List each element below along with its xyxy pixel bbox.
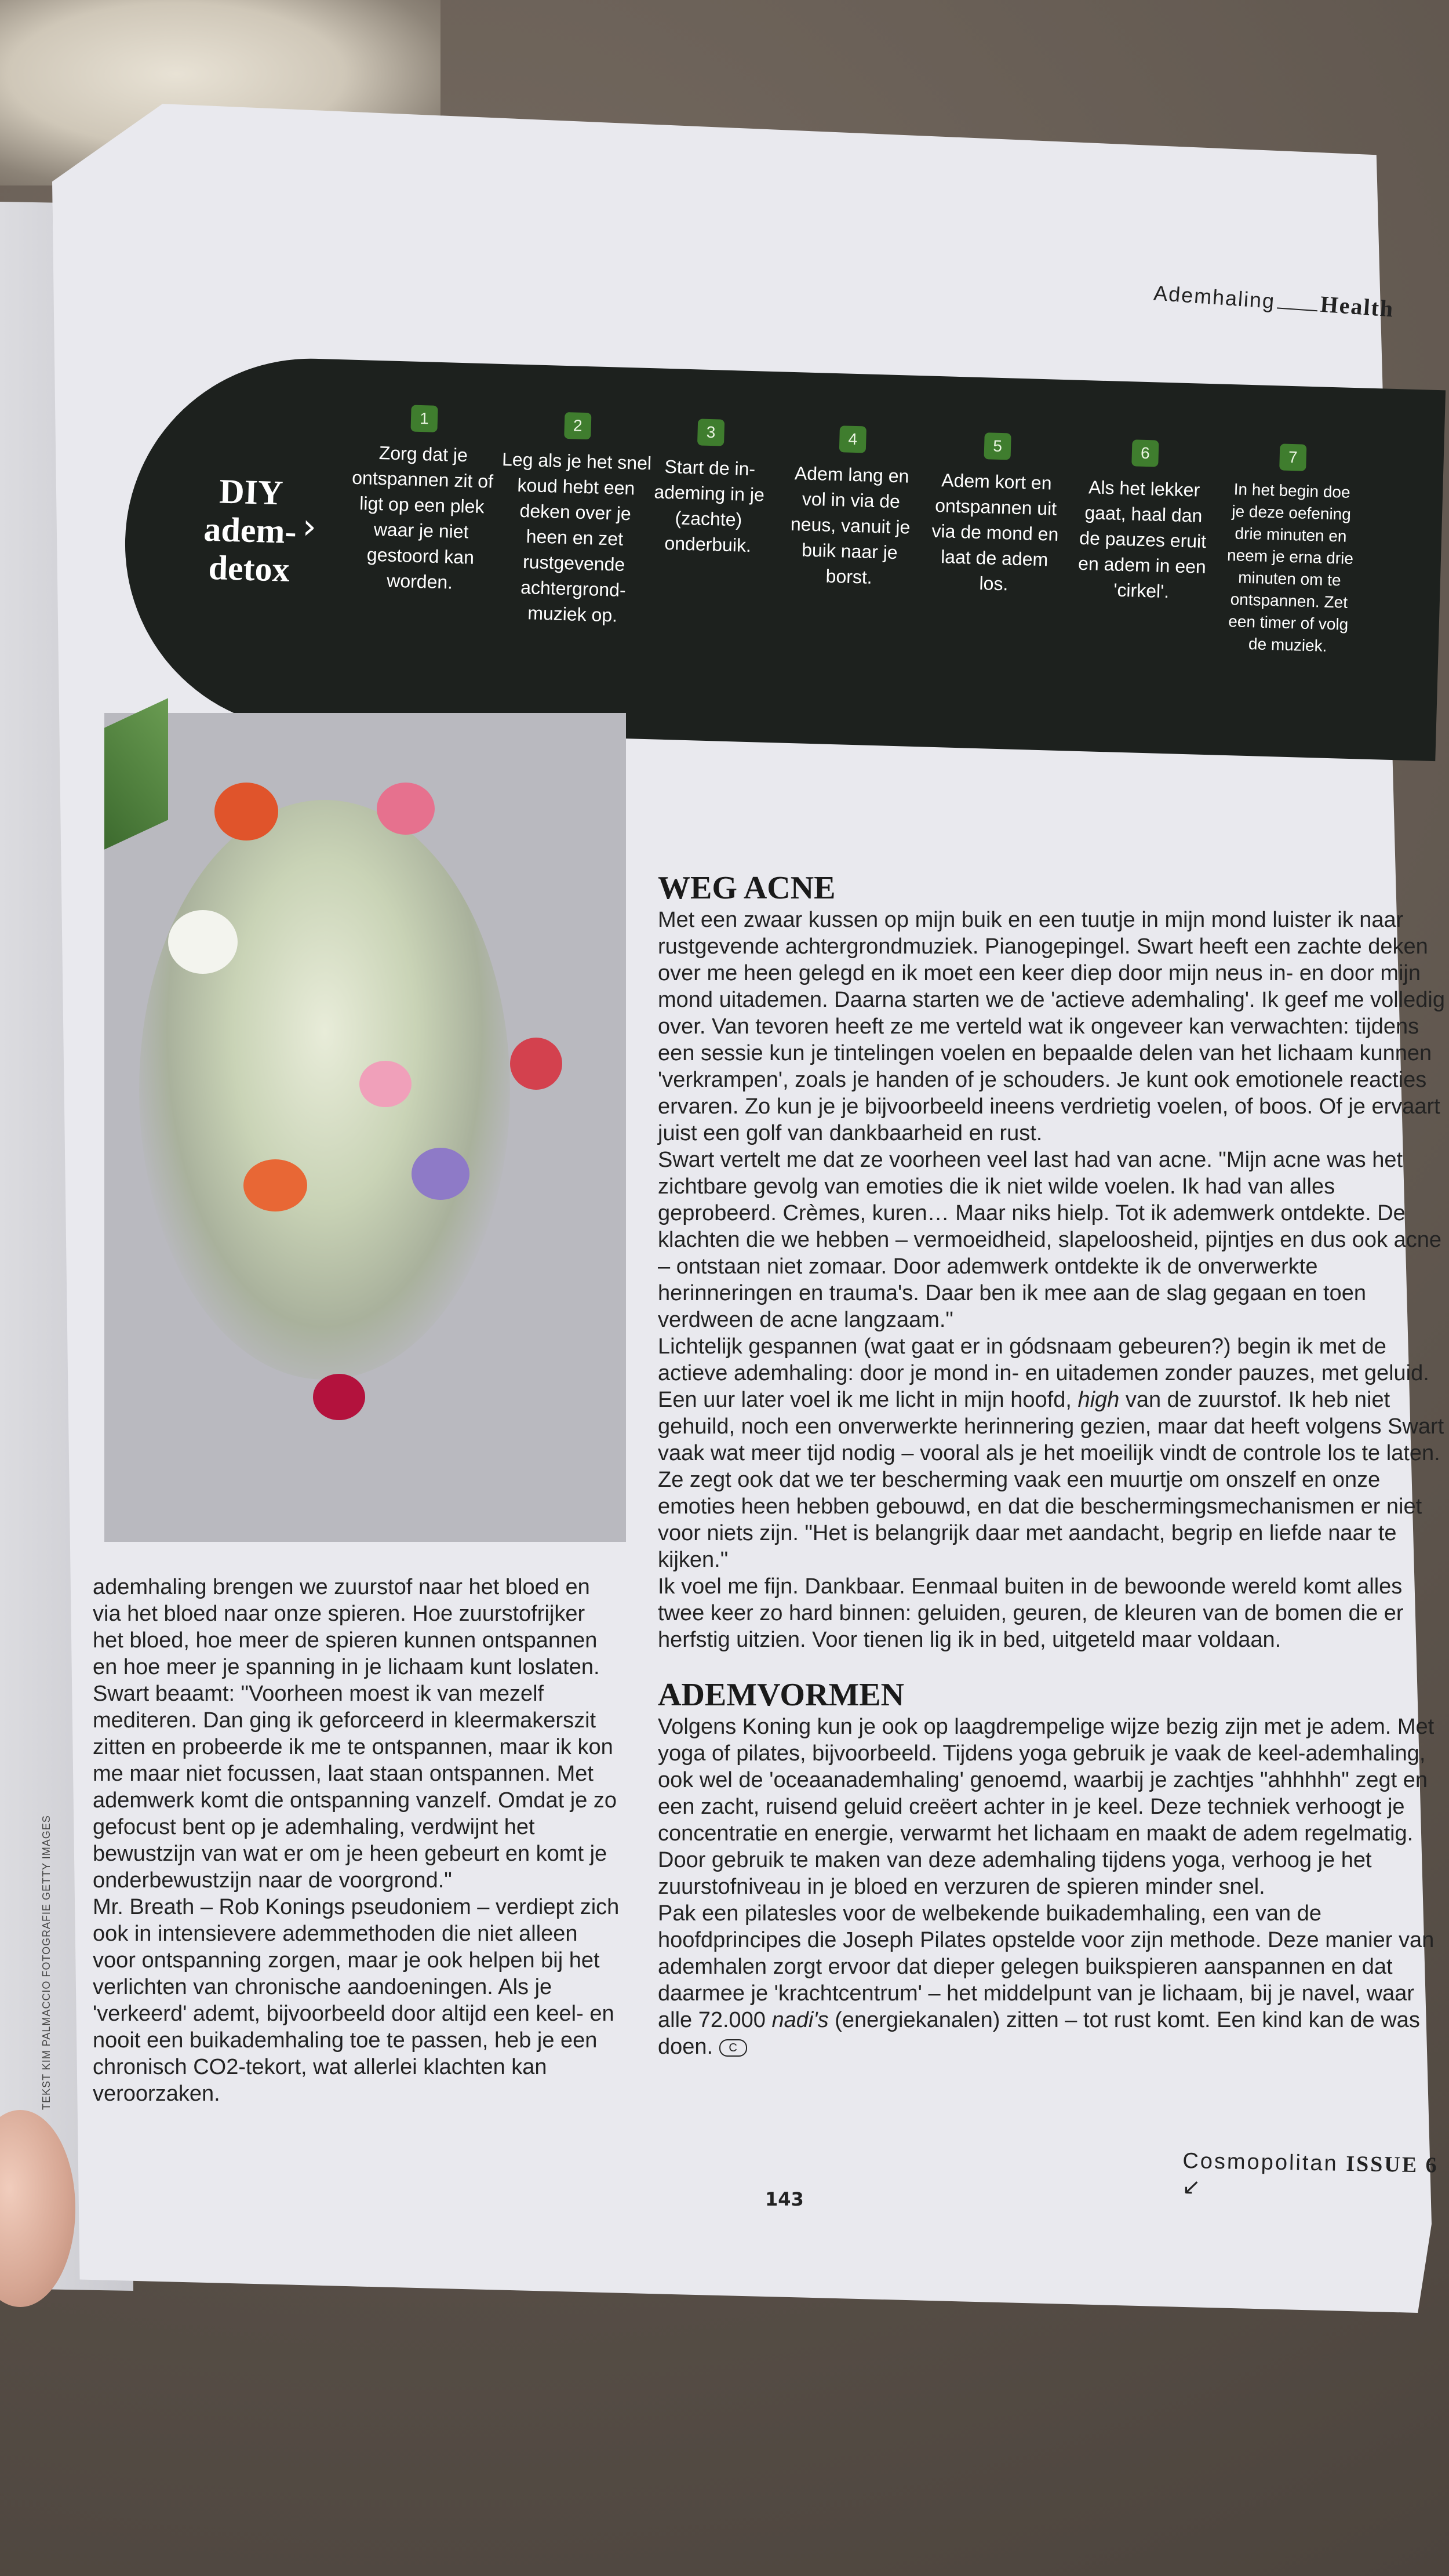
step-7 bbox=[1221, 442, 1360, 658]
photo-credit: TEKST KIM PALMACCIO FOTOGRAFIE GETTY IMAGES bbox=[41, 1815, 52, 2110]
diy-title bbox=[182, 471, 318, 590]
step-2 bbox=[494, 410, 656, 629]
body-paragraph: ademhaling brengen we zuurstof naar het bloed en via het bloed naar onze spieren. Hoe zuurstofrijker het bloed, hoe meer de spieren kunnen ontspannen en hoe meer je spanning in je lichaam kunt loslaten. Swart beaamt: "Voorheen moest ik van mezelf mediteren. Dan ging ik geforceerd in kleermakerszit zitten en probeerde ik me te ontspannen, maar ik kon me maar niet focussen, laat staan ontspannen. Met ademwerk komt die ontspanning vanzelf. Omdat je zo gefocust bent op je ademhaling, verdwijnt het bewustzijn van wat er om je heen gebeurt en komt je onderbewustzijn naar de voorgrond." bbox=[93, 1575, 617, 1893]
body-paragraph: Volgens Koning kun je ook op laagdrempelige wijze bezig zijn met je adem. Met yoga of pilates, bijvoorbeeld. Tijdens yoga gebruik je vaak de keel-ademhaling, ook wel de 'oceaanademhaling' genoemd, waarbij je zachtjes "ahhhhh" zegt en een zacht, ruisend geluid creëert achter in je keel. Deze techniek verhoogt je concentratie en energie, verwarmt het lichaam en maakt de adem regelmatig. Door gebruik te maken van deze ademhaling tijdens yoga, verhoog je het zuurstofniveau in je bloed en verzuren de spieren minder snel. bbox=[658, 1715, 1435, 1899]
diy-title-line: detox bbox=[207, 548, 290, 589]
emphasis-text: nadi's bbox=[771, 2008, 829, 2032]
step-number: 1 bbox=[410, 405, 438, 432]
body-paragraph bbox=[658, 1900, 1446, 2060]
header-section: Ademhaling bbox=[1153, 281, 1276, 314]
body-paragraph: Mr. Breath – Rob Konings pseudoniem – verdiept zich ook in intensievere ademmethoden die niet alleen voor ontspanning zorgen, maar je ook helpen bij het verlichten van chronische aandoeningen. Als je 'verkeerd' ademt, bijvoorbeeld door altijd een keel- en nooit een buikademhaling toe te passen, heb je een chronisch CO2-tekort, wat allerlei klachten kan veroorzaken. bbox=[93, 1895, 620, 2106]
arrow-icon: ↙ bbox=[1182, 2174, 1203, 2200]
section-heading: WEG ACNE bbox=[658, 870, 836, 906]
emphasis-text: high bbox=[1077, 1388, 1120, 1412]
step-5 bbox=[927, 431, 1065, 598]
step-text: Leg als je het snel koud hebt een deken over je heen en zet rustgevende achtergrond-muziek op. bbox=[501, 448, 652, 626]
diy-title-line: DIY bbox=[219, 472, 284, 512]
red-flower bbox=[510, 1038, 562, 1090]
step-number: 3 bbox=[697, 419, 724, 446]
body-paragraph bbox=[658, 1333, 1446, 1573]
chevron-right-icon: › bbox=[301, 506, 317, 548]
issue-label: ISSUE 6 bbox=[1345, 2151, 1439, 2178]
poppy-flower bbox=[214, 783, 278, 841]
step-text: Adem kort en ontspannen uit via de mond en laat de adem los. bbox=[931, 470, 1059, 595]
step-4 bbox=[779, 424, 923, 592]
right-column bbox=[658, 869, 1446, 2060]
step-number: 4 bbox=[839, 425, 867, 453]
step-text: Als het lekker gaat, haal dan de pauzes eruit en adem in een 'cirkel'. bbox=[1077, 476, 1207, 602]
header-category: Health bbox=[1319, 290, 1395, 322]
body-paragraph: Swart vertelt me dat ze voorheen veel last had van acne. "Mijn acne was het zichtbare gevolg van emoties die ik niet wilde voelen. Ik had van alles geprobeerd. Crèmes, kuren… Maar niks hielp. Tot ik ademwerk ontdekte. De klachten die we hebben – vermoeidheid, slapeloosheid, pijntjes en dus ook acne – ontstaan niet zomaar. Door ademwerk ontdekte ik de onverwerkte herinneringen en trauma's. Daar ben ik mee aan de slag gegaan en toen verdween de acne langzaam." bbox=[658, 1148, 1442, 1332]
red-flower bbox=[313, 1374, 365, 1420]
orange-flower bbox=[243, 1159, 307, 1211]
step-number: 2 bbox=[564, 412, 591, 439]
diy-title-line: adem- bbox=[203, 510, 297, 551]
flower-photo bbox=[104, 713, 626, 1542]
page-footer bbox=[1182, 2148, 1449, 2204]
step-text: Start de in-ademing in je (zachte) onderbuik. bbox=[654, 456, 765, 556]
step-6 bbox=[1075, 438, 1213, 605]
header-rule bbox=[1277, 307, 1317, 311]
white-flower bbox=[168, 910, 238, 974]
flower-stem bbox=[104, 698, 168, 849]
step-3 bbox=[644, 417, 776, 559]
section-heading: ADEMVORMEN bbox=[658, 1677, 905, 1713]
body-text: (energiekanalen) zitten – tot rust komt. Een kind kan de was doen. bbox=[658, 2008, 1420, 2059]
end-mark-icon: C bbox=[719, 2039, 747, 2057]
step-number: 5 bbox=[984, 432, 1011, 460]
step-text: Adem lang en vol in via de neus, vanuit je buik naar je borst. bbox=[790, 463, 911, 588]
diy-banner bbox=[120, 354, 1446, 761]
step-text: In het begin doe je deze oefening drie minuten en neem je erna drie minuten om te ontspannen. Zet een timer of volg de muziek. bbox=[1226, 480, 1354, 655]
purple-flower bbox=[412, 1148, 469, 1200]
body-text: van de zuurstof. Ik heb niet gehuild, noch een onverwerkte herinnering gezien, maar dat heeft volgens Swart vaak wat meer tijd nodig – vooral als je het moeilijk vindt de controle los te laten. Ze zegt ook dat we ter bescherming vaak een muurtje om onszelf en onze emoties heen hebben gebouwd, en dat die beschermingsmechanismen er niet voor niets zijn. "Het is belangrijk daar met aandacht, begrip en liefde naar te kijken." bbox=[658, 1388, 1444, 1572]
body-paragraph: Ik voel me fijn. Dankbaar. Eenmaal buiten in de bewoonde wereld komt alles twee keer zo hard binnen: geluiden, geuren, de kleuren van de bomen die er herfstig uitzien. Voor tienen lig ik in bed, uitgeteld maar voldaan. bbox=[658, 1574, 1404, 1652]
body-text: Lichtelijk gespannen (wat gaat er in gódsnaam gebeuren?) begin ik met de actieve ademhaling: door je mond in- en uitademen zonder pauzes, met geluid. Een uur later voel ik me licht in mijn hoofd, bbox=[658, 1334, 1429, 1412]
flower-bouquet bbox=[139, 800, 510, 1380]
pink-flower bbox=[359, 1061, 412, 1107]
left-column bbox=[93, 1574, 620, 2107]
pink-flower bbox=[377, 783, 435, 835]
page-number: 143 bbox=[765, 2188, 804, 2210]
step-number: 7 bbox=[1279, 443, 1306, 471]
step-1 bbox=[341, 403, 503, 596]
step-text: Zorg dat je ontspannen zit of ligt op een plek waar je niet gestoord kan worden. bbox=[351, 442, 494, 593]
body-text: Pak een pilatesles voor de welbekende buikademhaling, een van de hoofdprincipes die Joseph Pilates opstelde voor zijn methode. Deze manier van ademhalen zorgt ervoor dat dieper gelegen buikspieren aanspannen en dat daarmee je 'krachtcentrum' – het middelpunt van je lichaam, bij je navel, waar alle 72.000 bbox=[658, 1901, 1435, 2032]
magazine-name: Cosmopolitan bbox=[1182, 2148, 1339, 2176]
body-paragraph: Met een zwaar kussen op mijn buik en een tuutje in mijn mond luister ik naar rustgevende achtergrondmuziek. Pianogepingel. Swart heeft een zachte deken over me heen gelegd en ik moet een keer diep door mijn neus in- en door mijn mond uitademen. Daarna starten we de 'actieve ademhaling'. Ik geef me volledig over. Van tevoren heeft ze me verteld wat ik ongeveer kan verwachten: tijdens een sessie kun je tintelingen voelen en bepaalde delen van het lichaam kunnen 'verkrampen', zoals je handen of je schouders. Je kunt ook emotionele reacties ervaren. Zo kun je je bijvoorbeeld ineens verdrietig voelen, of boos. Of je ervaart juist een golf van dankbaarheid en rust. bbox=[658, 908, 1445, 1145]
step-number: 6 bbox=[1131, 439, 1159, 467]
